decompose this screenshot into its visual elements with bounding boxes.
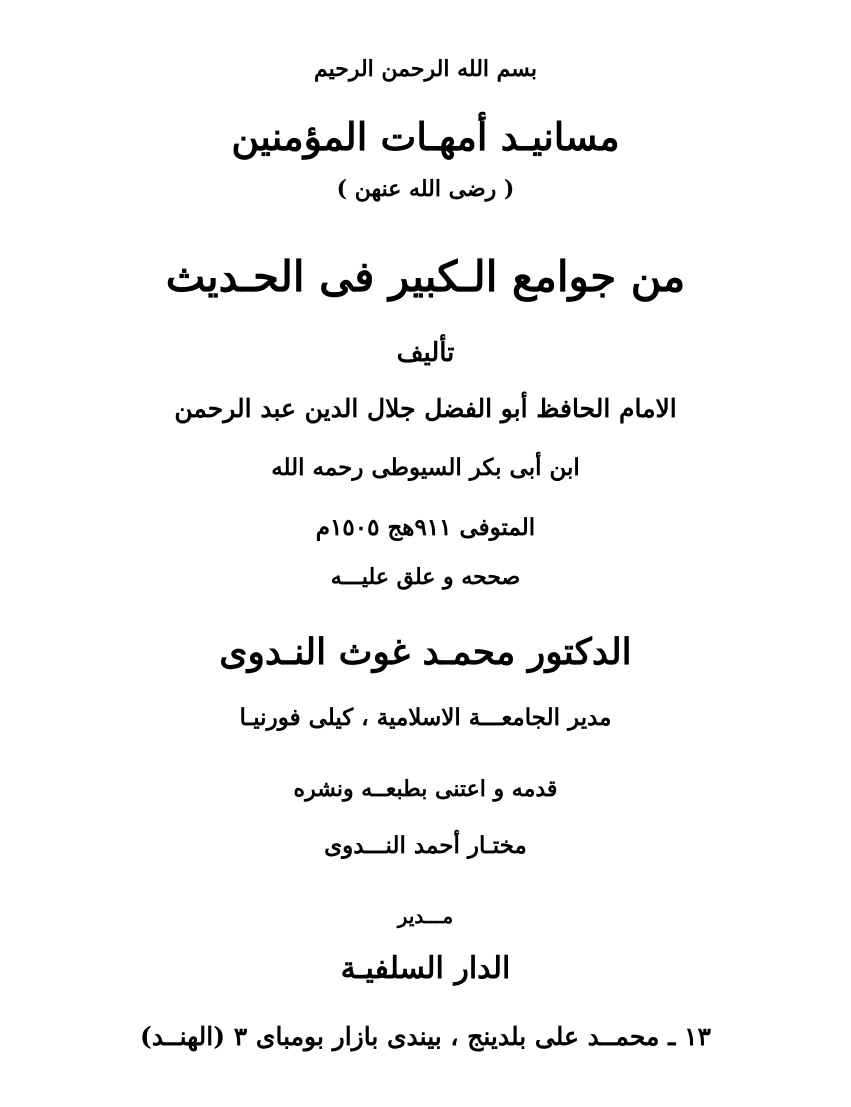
basmala: بسم الله الرحمن الرحيم <box>313 56 538 82</box>
publisher-name: مختـار أحمد النـــدوى <box>324 832 527 859</box>
editor-position: مدير الجامعـــة الاسلامية ، كيلى فورنيـا <box>239 704 612 731</box>
author-death-date: المتوفى ٩١١هج ١٥٠٥م <box>315 514 536 541</box>
press-address: ١٣ ـ محمــد على بلدينج ، بيندى بازار بومباى ٣ (الهنــد) <box>140 1022 711 1051</box>
publisher-label: قدمه و اعتنى بطبعــه ونشره <box>293 776 558 802</box>
editor-name: الدكتور محمـد غوث النـدوى <box>219 631 632 673</box>
press-name: الدار السلفيـة <box>340 951 511 986</box>
editor-label: صححه و علق عليـــه <box>330 564 521 590</box>
source-title: من جوامع الـكبير فى الحـديث <box>165 252 686 301</box>
author-name-line1: الامام الحافظ أبو الفضل جلال الدين عبد الرحمن <box>174 394 677 423</box>
author-name-line2: ابن أبى بكر السيوطى رحمه الله <box>271 454 580 481</box>
director-label: مـــدير <box>397 904 454 928</box>
book-title: مسانيـد أمهـات المؤمنين <box>231 114 620 159</box>
honorific-subtitle: ( رضى الله عنهن ) <box>336 176 515 202</box>
authorship-label: تأليف <box>396 338 455 368</box>
